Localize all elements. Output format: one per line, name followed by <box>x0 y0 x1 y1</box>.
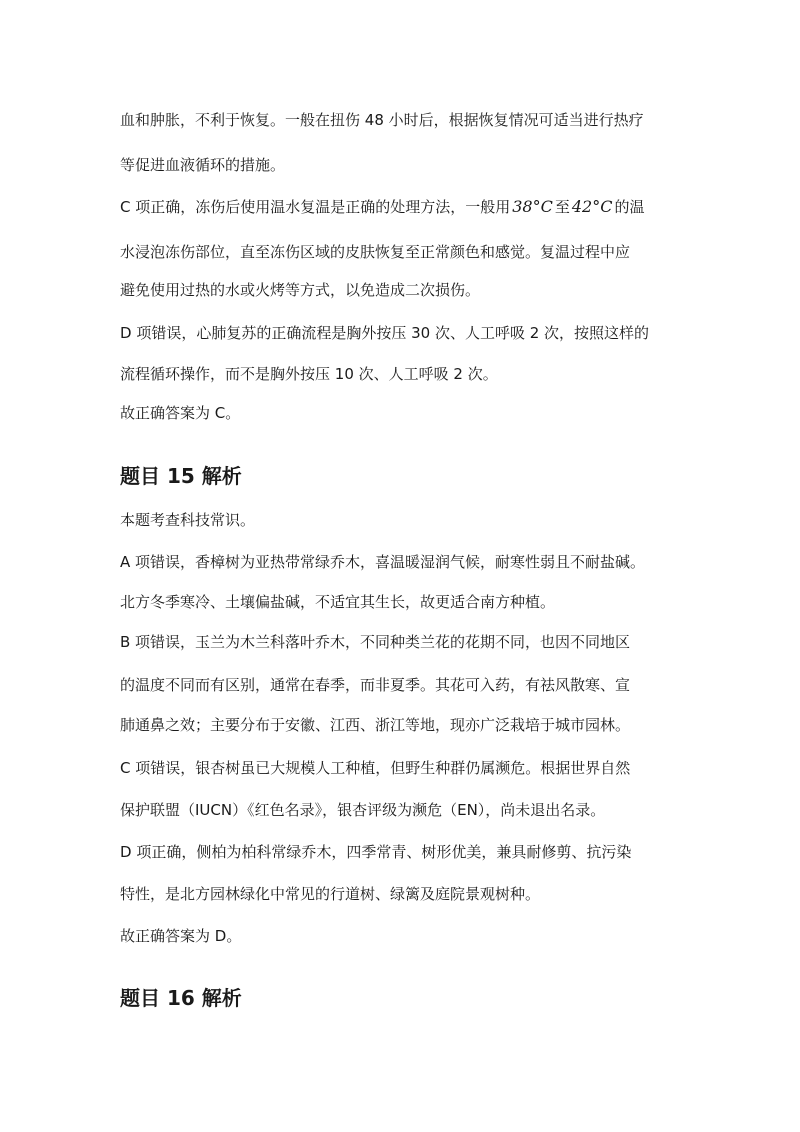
text-line: D 项错误，心肺复苏的正确流程是胸外按压 30 次、人工呼吸 2 次，按照这样的 <box>120 324 650 342</box>
text-line: 血和肿胀，不利于恢复。一般在扭伤 48 小时后，根据恢复情况可适当进行热疗 <box>120 111 644 129</box>
text-line: 流程循环操作，而不是胸外按压 10 次、人工呼吸 2 次。 <box>120 365 498 383</box>
text-line: 的温度不同而有区别，通常在春季，而非夏季。其花可入药，有祛风散寒、宣 <box>120 676 631 694</box>
text-line: 肺通鼻之效；主要分布于安徽、江西、浙江等地，现亦广泛栽培于城市园林。 <box>120 716 631 734</box>
math-temperature-low: 38°C <box>512 197 553 216</box>
math-temperature-high: 42°C <box>571 197 613 216</box>
answer-line: 故正确答案为 D。 <box>120 927 242 945</box>
text-line: B 项错误，玉兰为木兰科落叶乔木，不同种类兰花的花期不同，也因不同地区 <box>120 633 631 651</box>
text-line: 避免使用过热的水或火烤等方式，以免造成二次损伤。 <box>120 281 481 299</box>
text-line: 保护联盟（IUCN）《红色名录》，银杏评级为濒危（EN），尚未退出名录。 <box>120 801 606 819</box>
section-heading-15: 题目 15 解析 <box>120 464 242 488</box>
option-c-first-line <box>120 197 700 217</box>
intro-line: 本题考查科技常识。 <box>120 511 256 529</box>
text-line: D 项正确，侧柏为柏科常绿乔木，四季常青、树形优美，兼具耐修剪、抗污染 <box>120 843 632 861</box>
option-c-suffix: 的温 <box>614 198 645 216</box>
text-line: 水浸泡冻伤部位，直至冻伤区域的皮肤恢复至正常颜色和感觉。复温过程中应 <box>120 243 631 261</box>
option-c-prefix: C 项正确，冻伤后使用温水复温是正确的处理方法，一般用 <box>120 198 511 216</box>
answer-line: 故正确答案为 C。 <box>120 404 241 422</box>
text-line: 等促进血液循环的措施。 <box>120 156 286 174</box>
text-line: A 项错误，香樟树为亚热带常绿乔木，喜温暖湿润气候，耐寒性弱且不耐盐碱。 <box>120 553 646 571</box>
text-line: 北方冬季寒冷、土壤偏盐碱，不适宜其生长，故更适合南方种植。 <box>120 593 556 611</box>
text-line: C 项错误，银杏树虽已大规模人工种植，但野生种群仍属濒危。根据世界自然 <box>120 759 631 777</box>
section-heading-16: 题目 16 解析 <box>120 986 242 1010</box>
option-c-connector: 至 <box>554 198 570 216</box>
text-line: 特性，是北方园林绿化中常见的行道树、绿篱及庭院景观树种。 <box>120 885 541 903</box>
